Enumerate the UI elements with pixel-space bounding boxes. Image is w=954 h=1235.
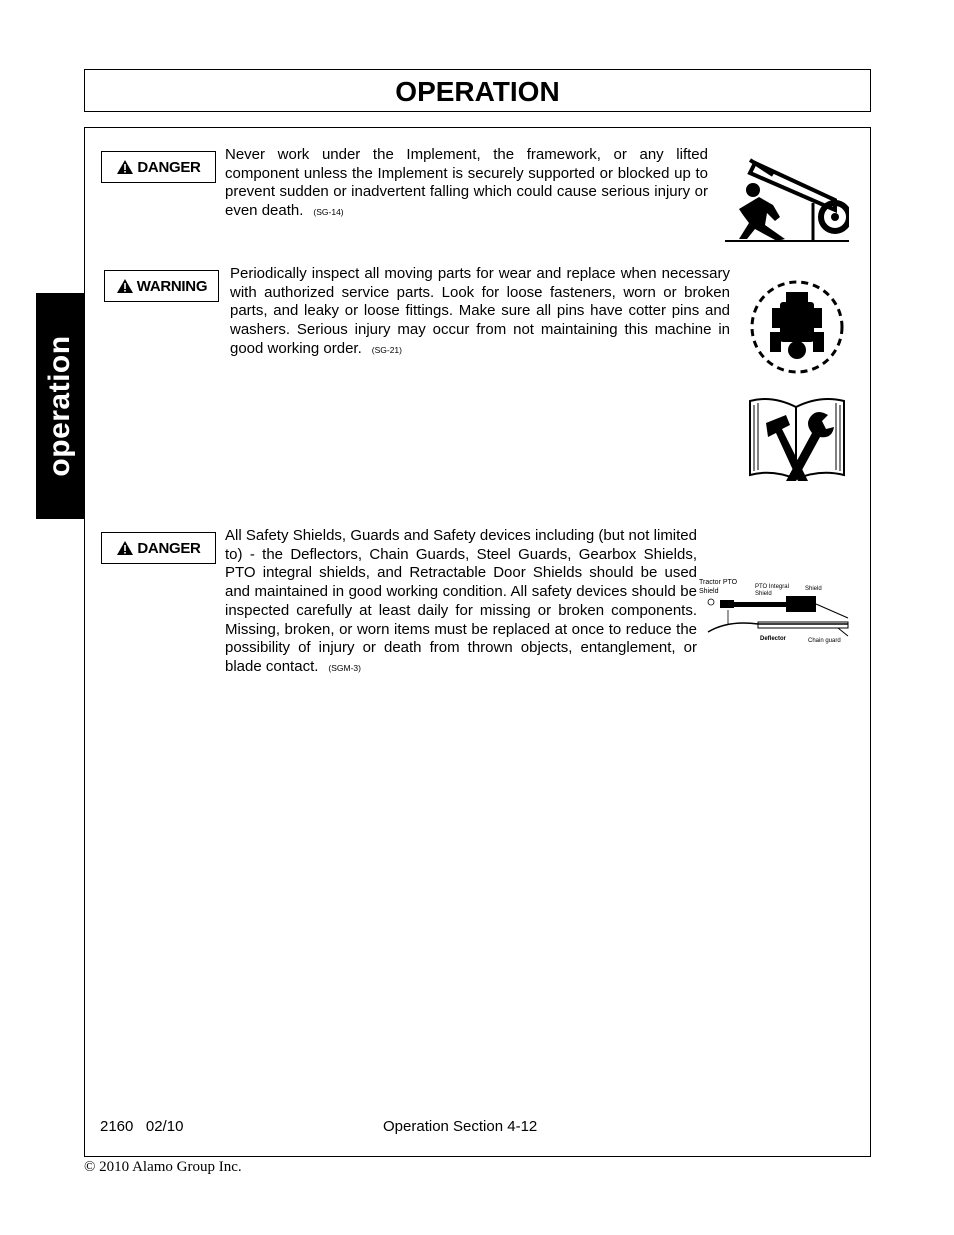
safety-code: (SG-21) <box>371 344 402 355</box>
label-pto-integral-shield: PTO Integral <box>755 584 789 590</box>
label-pto-integral-shield-2: Shield <box>755 591 772 597</box>
paragraph-text: Never work under the Implement, the framework, or any lifted component unless the Implement is securely supported or blocked up to prevent sudden or inadvertent falling which could cause serious injury or even death. <box>225 146 708 220</box>
side-tab <box>36 293 84 519</box>
side-tab-label: operation <box>43 335 76 477</box>
tractor-inspection-icon <box>746 276 848 378</box>
label-deflector: Deflector <box>760 636 787 642</box>
warning-badge <box>104 270 219 302</box>
person-under-lifted-implement-icon <box>725 155 849 245</box>
footer-model-date: 2160 02/10 <box>100 1118 184 1135</box>
label-tractor-pto-shield: Tractor PTO <box>699 579 738 586</box>
copyright: © 2010 Alamo Group Inc. <box>84 1159 242 1175</box>
page-header <box>84 69 871 112</box>
label-shield: Shield <box>805 586 822 592</box>
page-title: OPERATION <box>395 76 560 107</box>
badge-label: WARNING <box>136 277 208 295</box>
badge-label: DANGER <box>137 158 201 176</box>
safety-paragraph <box>230 265 730 360</box>
label-chain-guard: Chain guard <box>808 638 841 644</box>
paragraph-text: All Safety Shields, Guards and Safety devices including (but not limited to) - the Deflectors, Chain Guards, Steel Guards, Gearbox Shields, PTO integral shields, and Retractable Door Shields should be used and maintained in good working condition. All safety devices should be inspected carefully at least daily for missing or broken components. Missing, broken, or worn items must be replaced at once to reduce the possibility of injury or death from thrown objects, entanglement, or blade contact. <box>225 527 697 675</box>
safety-code: (SG-14) <box>313 207 344 218</box>
footer-section: Operation Section 4-12 <box>383 1118 538 1135</box>
danger-badge <box>101 151 216 183</box>
warning-triangle-icon <box>116 278 134 294</box>
warning-triangle-icon <box>116 159 134 175</box>
badge-label: DANGER <box>137 539 201 557</box>
safety-paragraph <box>225 146 708 222</box>
paragraph-text: Periodically inspect all moving parts for wear and replace when necessary with authorized service parts. Look for loose fasteners, worn or broken parts, and leaky or loose fittings. Make sure all pins have cotter pins and washers. Serious injury may occur from not maintaining this machine in good working order. <box>230 265 730 357</box>
manual-tools-icon <box>746 393 848 483</box>
safety-paragraph <box>225 527 697 678</box>
danger-badge <box>101 532 216 564</box>
warning-triangle-icon <box>116 540 134 556</box>
label-tractor-pto-shield-2: Shield <box>699 588 719 595</box>
shields-diagram <box>698 574 854 646</box>
safety-code: (SGM-3) <box>328 662 361 673</box>
